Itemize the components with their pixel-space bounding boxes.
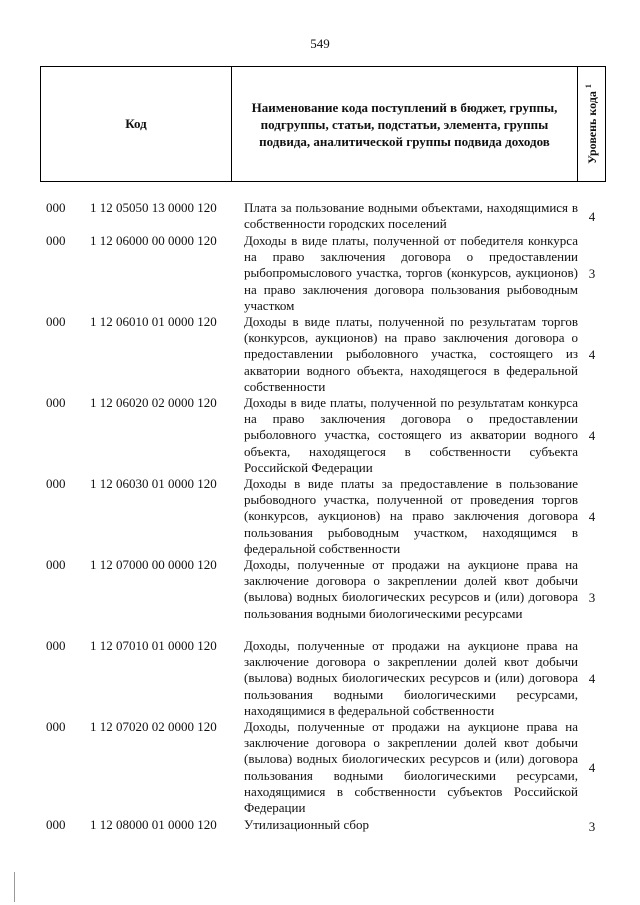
row-name: Доходы в виде платы за предоставление в пользование рыбоводного участка, полученной от проведения торгов (конкурсов, аукционов) на право заключения договора пользования рыбоводным участком, находящимся в федеральной собственности [244, 476, 578, 556]
table-row [40, 638, 606, 719]
row-level: 4 [588, 670, 596, 686]
row-prefix: 000 [46, 200, 66, 215]
table-row [40, 719, 606, 817]
header-level [584, 84, 600, 164]
row-prefix: 000 [46, 719, 66, 734]
table-body [40, 200, 606, 837]
row-level: 4 [588, 208, 596, 224]
row-name: Утилизационный сбор [244, 817, 370, 832]
row-name: Доходы в виде платы, полученной от победителя конкурса на право заключения договора о предоставлении рыбопромыслового участка, торгов (конкурсов, аукционов) на право заключения договора пользования рыбоводным участком [244, 233, 578, 313]
row-code: 1 12 07000 00 0000 120 [90, 557, 217, 572]
table-row [40, 314, 606, 395]
row-prefix: 000 [46, 233, 66, 248]
header-code: Код [41, 67, 232, 181]
table-row [40, 817, 606, 837]
row-prefix: 000 [46, 817, 66, 832]
row-code: 1 12 06010 01 0000 120 [90, 314, 217, 329]
table-row [40, 557, 606, 638]
header-level-cell [578, 67, 605, 181]
row-name: Доходы, полученные от продажи на аукционе права на заключение договора о закреплении долей квот добычи (вылова) водных биологических ресурсов и (или) договора пользования водными биологическими ресурсами, находящимися в собственности субъектов Российской Федерации [244, 719, 578, 816]
row-level: 4 [588, 760, 596, 775]
row-code: 1 12 08000 01 0000 120 [90, 817, 217, 832]
header-level-footnote: 1 [583, 84, 593, 89]
row-code: 1 12 07010 01 0000 120 [90, 638, 217, 653]
row-name: Доходы, полученные от продажи на аукционе права на заключение договора о закреплении долей квот добычи (вылова) водных биологических ресурсов и (или) договора пользования водными биологическими ресурсами [244, 557, 578, 621]
scan-edge-mark [14, 872, 15, 902]
row-name: Доходы в виде платы, полученной по результатам конкурса на право заключения договора о предоставлении рыболовного участка, состоящего из акватории водного объекта, находящегося в собственности субъекта Российской Федерации [244, 395, 578, 475]
row-level: 3 [588, 589, 596, 605]
header-name: Наименование кода поступлений в бюджет, группы, подгруппы, статьи, подстатьи, элемента, группы подвида, аналитической группы подвида доходов [232, 67, 578, 181]
row-level: 3 [588, 819, 596, 834]
row-code: 1 12 06020 02 0000 120 [90, 395, 217, 410]
row-level: 4 [588, 508, 596, 524]
row-code: 1 12 05050 13 0000 120 [90, 200, 217, 215]
row-name: Доходы в виде платы, полученной по результатам торгов (конкурсов, аукционов) на право заключения договора о предоставлении рыболовного участка, состоящего из акватории водного объекта, находящегося в федеральной собственности [244, 314, 578, 394]
row-level: 4 [588, 346, 596, 362]
row-prefix: 000 [46, 638, 66, 653]
row-prefix: 000 [46, 314, 66, 329]
row-prefix: 000 [46, 395, 66, 410]
row-code: 1 12 07020 02 0000 120 [90, 719, 217, 734]
table-row [40, 395, 606, 476]
row-name: Плата за пользование водными объектами, находящимися в собственности городских поселений [244, 200, 578, 232]
table-row [40, 476, 606, 557]
row-code: 1 12 06000 00 0000 120 [90, 233, 217, 248]
header-level-label: Уровень кода [584, 91, 599, 164]
table-header [40, 66, 606, 182]
table-row [40, 200, 606, 233]
row-name: Доходы, полученные от продажи на аукционе права на заключение договора о закреплении долей квот добычи (вылова) водных биологических ресурсов и (или) договора пользования водными биологическими ресурсами, находящимися в федеральной собственности [244, 638, 578, 718]
row-prefix: 000 [46, 476, 66, 491]
row-level: 4 [588, 427, 596, 443]
row-prefix: 000 [46, 557, 66, 572]
row-level: 3 [588, 265, 596, 281]
row-code: 1 12 06030 01 0000 120 [90, 476, 217, 491]
page-number: 549 [310, 36, 330, 51]
table-row [40, 233, 606, 314]
